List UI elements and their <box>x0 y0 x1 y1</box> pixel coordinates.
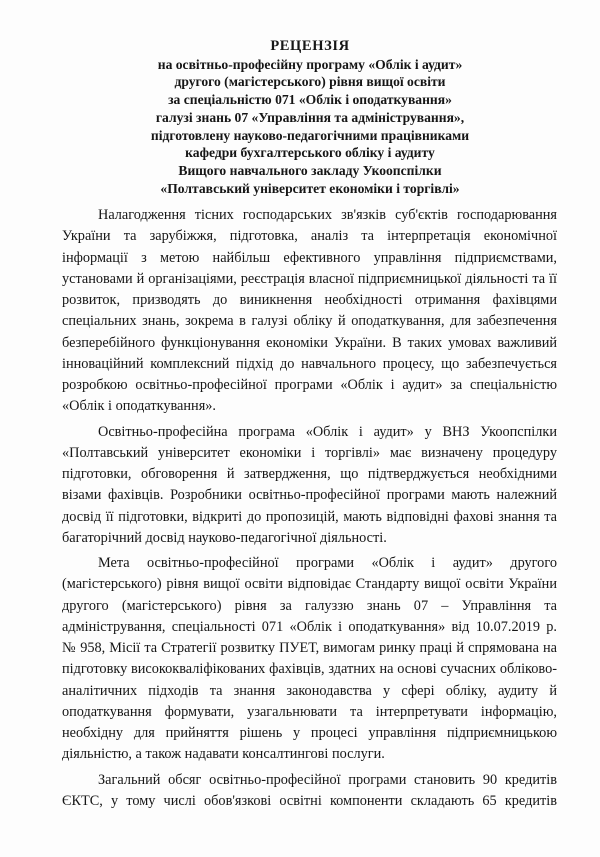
text-line: Налагодження тісних господарських зв'язків суб'єктів господарювання <box>98 207 557 223</box>
text-line: інформації з метою найбільш ефективного управління підприємствами, <box>62 249 557 266</box>
text-line: «Полтавський університет економіки і торгівлі» має визначену процедуру <box>62 444 557 461</box>
text-line: інноваційний комплексний підхід до навчального процесу, що забезпечується <box>62 355 557 372</box>
header-line: Вищого навчального закладу Укоопспілки <box>178 162 442 178</box>
text-line: оподаткування формувати, узагальнювати та інтерпретувати інформацію, <box>62 703 557 720</box>
text-line: підготовки, обговорення й затвердження, що підтверджується необхідними <box>62 466 557 482</box>
paragraph-3 <box>62 553 557 766</box>
text-line: Мета освітньо-професійної програми «Облік і аудит» другого <box>98 555 557 571</box>
header-line: за спеціальністю 071 «Облік і оподаткування» <box>168 92 452 108</box>
document-title: РЕЦЕНЗІЯ <box>270 38 350 54</box>
text-line: підготовку висококваліфікованих фахівців, здатних на основі сучасних обліково- <box>62 661 557 678</box>
review-header <box>60 38 560 197</box>
text-line: розвиток, призводять до виникнення необхідності отримання фахівцями <box>62 292 557 308</box>
text-line: «Облік і оподаткування». <box>62 398 216 415</box>
header-line: підготовлену науково-педагогічними працівниками <box>150 127 470 143</box>
text-line: № 958, Місії та Стратегії розвитку ПУЕТ, вимогам ринку праці й спрямована на <box>62 640 557 656</box>
text-line: багаторічний досвід науково-педагогічної діяльності. <box>62 529 387 546</box>
text-line: спеціальних знань, зокрема в галузі обліку й оподаткування, для забезпечення <box>62 313 557 330</box>
paragraph-1 <box>62 205 557 418</box>
text-line: безперебійного функціонування економіки України. В таких умовах важливий <box>62 334 557 351</box>
paragraph-4 <box>62 770 557 813</box>
header-line: кафедри бухгалтерського обліку і аудиту <box>185 145 435 161</box>
text-line: установами й організаціями, реєстрація власної підприємницької діяльності та її <box>62 270 557 287</box>
header-line: на освітньо-професійну програму «Облік і аудит» <box>157 56 463 72</box>
text-line: візами фахівців. Розробники освітньо-професійної програми мають належний <box>62 487 557 504</box>
header-line: галузі знань 07 «Управління та адміністрування», <box>155 109 465 125</box>
header-line: другого (магістерського) рівня вищої освіти <box>174 74 446 90</box>
text-line: (магістерського) рівня вищої освіти відповідає Стандарту вищої освіти України <box>62 576 557 593</box>
text-line: України та зарубіжжя, підготовка, аналіз та інтерпретація економічної <box>62 228 557 245</box>
text-line: аналітичних підходів та знання законодавства у сфері обліку, аудиту й <box>62 682 557 699</box>
text-line: Загальний обсяг освітньо-професійної програми становить 90 кредитів <box>98 771 557 788</box>
text-line: ЄКТС, у тому числі обов'язкові освітні компоненти складають 65 кредитів <box>62 792 557 809</box>
review-body <box>62 205 557 816</box>
text-line: досвід її підготовки, відкриті до пропозицій, мають відповідні фахові знання та <box>62 508 557 525</box>
text-line: другого (магістерського) рівня за галуззю знань 07 – Управління та <box>62 597 557 614</box>
header-line: «Полтавський університет економіки і торгівлі» <box>160 180 460 196</box>
text-line: розробкою освітньо-професійної програми «Облік і аудит» за спеціальністю <box>62 377 557 393</box>
text-line: діяльністю, а також надавати консалтингові послуги. <box>62 746 385 763</box>
paragraph-2 <box>62 422 557 550</box>
text-line: необхідну для прийняття рішень у процесі управління підприємницькою <box>62 725 557 741</box>
text-line: адміністрування, спеціальності 071 «Облік і оподаткування» від 10.07.2019 р. <box>62 618 557 635</box>
text-line: Освітньо-професійна програма «Облік і аудит» у ВНЗ Укоопспілки <box>98 423 557 440</box>
